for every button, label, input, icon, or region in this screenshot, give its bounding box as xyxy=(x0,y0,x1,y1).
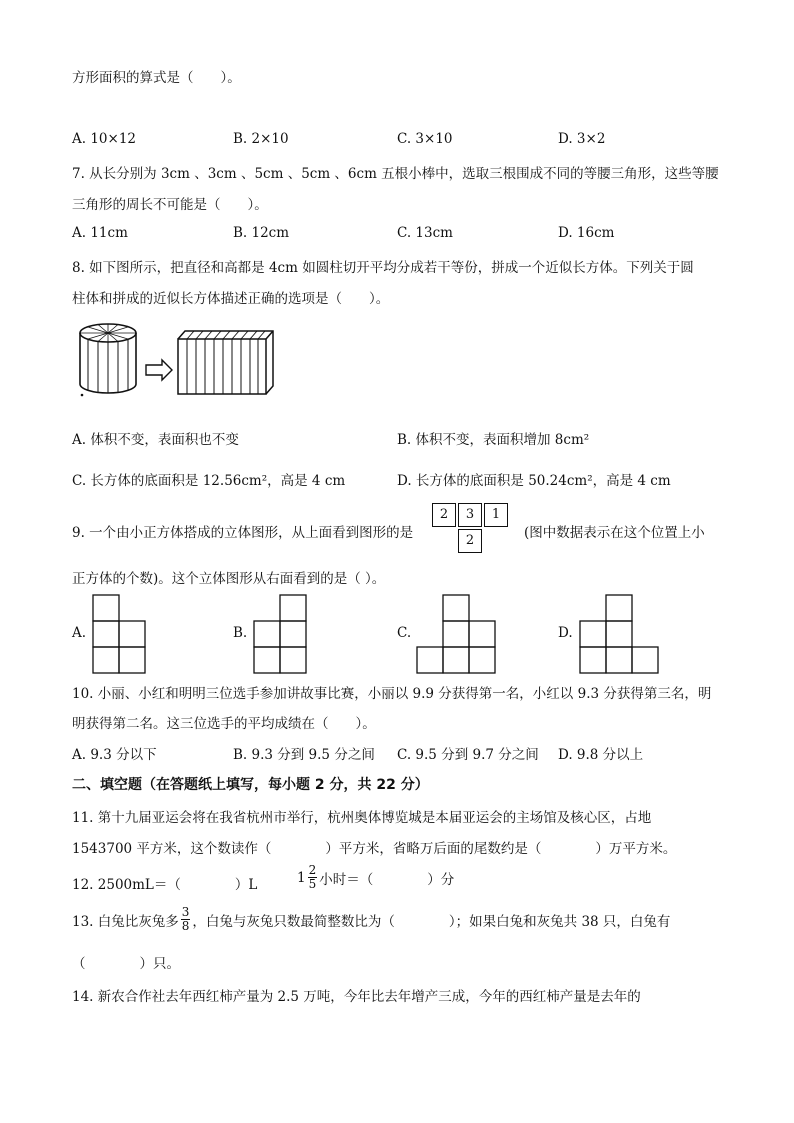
q9-suffix: (图中数据表示在这个位置上小 xyxy=(524,525,705,541)
q9-prefix: 9. 一个由小正方体搭成的立体图形，从上面看到图形的是 xyxy=(72,525,414,541)
top-view-cell: 1 xyxy=(484,503,508,527)
q6-option-a[interactable]: A. 10×12 xyxy=(72,131,136,147)
q8-option-b[interactable]: B. 体积不变，表面积增加 8cm² xyxy=(397,432,590,448)
q8-option-c[interactable]: C. 长方体的底面积是 12.56cm²，高是 4 cm xyxy=(72,473,346,489)
q14-line1: 14. 新农合作社去年西红柿产量为 2.5 万吨，今年比去年增产三成，今年的西红柿产量是去年的 xyxy=(72,989,641,1005)
q9-option-b[interactable]: B. xyxy=(233,625,248,641)
q6-option-b[interactable]: B. 2×10 xyxy=(233,131,289,147)
q13-suffix: ，白兔与灰兔只数最简整数比为（ ）；如果白兔和灰兔共 38 只，白兔有 xyxy=(192,913,671,930)
q13-line1 xyxy=(72,906,670,933)
q8-option-a[interactable]: A. 体积不变，表面积也不变 xyxy=(72,432,239,448)
q9-option-a-figure[interactable] xyxy=(92,594,148,674)
q11-line1: 11. 第十九届亚运会将在我省杭州市举行，杭州奥体博览城是本届亚运会的主场馆及核心区，占地 xyxy=(72,810,652,826)
q8-line2: 柱体和拼成的近似长方体描述正确的选项是（ ）。 xyxy=(72,291,390,307)
q10-line1: 10. 小丽、小红和明明三位选手参加讲故事比赛，小丽以 9.9 分获得第一名，小红以 9.3 分获得第三名，明 xyxy=(72,686,712,702)
q7-option-c[interactable]: C. 13cm xyxy=(397,225,453,241)
q12-whole: 1 xyxy=(297,869,306,886)
q10-option-c[interactable]: C. 9.5 分到 9.7 分之间 xyxy=(397,747,539,763)
q9-option-c-figure[interactable] xyxy=(416,594,498,674)
q7-option-d[interactable]: D. 16cm xyxy=(558,225,615,241)
q7-option-a[interactable]: A. 11cm xyxy=(72,225,128,241)
q13-denominator: 8 xyxy=(181,919,190,933)
q13-line2: （ ）只。 xyxy=(72,956,180,972)
q8-option-d[interactable]: D. 长方体的底面积是 50.24cm²，高是 4 cm xyxy=(397,473,671,489)
q9-option-c[interactable]: C. xyxy=(397,625,412,641)
q10-option-a[interactable]: A. 9.3 分以下 xyxy=(72,747,157,763)
q12-mixed-number xyxy=(297,864,454,891)
cylinder-figure xyxy=(80,324,136,393)
q9-option-b-figure[interactable] xyxy=(253,594,309,674)
top-view-cell: 3 xyxy=(458,503,482,527)
q12-part2: 小时＝（ ）分 xyxy=(319,871,455,888)
cylinder-to-cuboid-figure xyxy=(76,320,286,400)
q13-prefix: 13. 白兔比灰兔多 xyxy=(72,913,179,930)
q10-line2: 明获得第二名。这三位选手的平均成绩在（ ）。 xyxy=(72,716,376,732)
q13-numerator: 3 xyxy=(181,905,190,919)
cuboid-figure xyxy=(178,331,273,394)
q10-option-d[interactable]: D. 9.8 分以上 xyxy=(558,747,644,763)
q9-option-a[interactable]: A. xyxy=(72,625,87,641)
top-view-cell: 2 xyxy=(432,503,456,527)
q10-option-b[interactable]: B. 9.3 分到 9.5 分之间 xyxy=(233,747,375,763)
q7-option-b[interactable]: B. 12cm xyxy=(233,225,290,241)
q6-option-d[interactable]: D. 3×2 xyxy=(558,131,606,147)
q12-fraction xyxy=(308,864,318,891)
q12-numerator: 2 xyxy=(308,863,317,877)
q9-line2: 正方体的个数)。这个立体图形从右面看到的是（ ）。 xyxy=(72,571,386,587)
arrow-right-icon xyxy=(146,360,172,380)
q9-option-d-figure[interactable] xyxy=(579,594,661,674)
top-view-cell: 2 xyxy=(458,529,482,553)
q11-line2: 1543700 平方米，这个数读作（ ）平方米，省略万后面的尾数约是（ ）万平方米。 xyxy=(72,841,677,857)
q6-option-c[interactable]: C. 3×10 xyxy=(397,131,453,147)
q9-option-d[interactable]: D. xyxy=(558,625,573,641)
q8-line1: 8. 如下图所示，把直径和高都是 4cm 如圆柱切开平均分成若干等份，拼成一个近似长方体。下列关于圆 xyxy=(72,260,694,276)
q7-line1: 7. 从长分别为 3cm 、3cm 、5cm 、5cm 、6cm 五根小棒中，选取三根围成不同的等腰三角形，这些等腰 xyxy=(72,166,719,182)
section-title: 二、填空题（在答题纸上填写，每小题 2 分，共 22 分） xyxy=(72,777,429,793)
q12-part1: 12. 2500mL＝（ ）L xyxy=(72,877,258,893)
q12-denominator: 5 xyxy=(308,877,317,891)
q7-line2: 三角形的周长不可能是（ ）。 xyxy=(72,197,268,213)
q6-text: 方形面积的算式是（ ）。 xyxy=(72,70,241,86)
q13-fraction xyxy=(181,906,191,933)
